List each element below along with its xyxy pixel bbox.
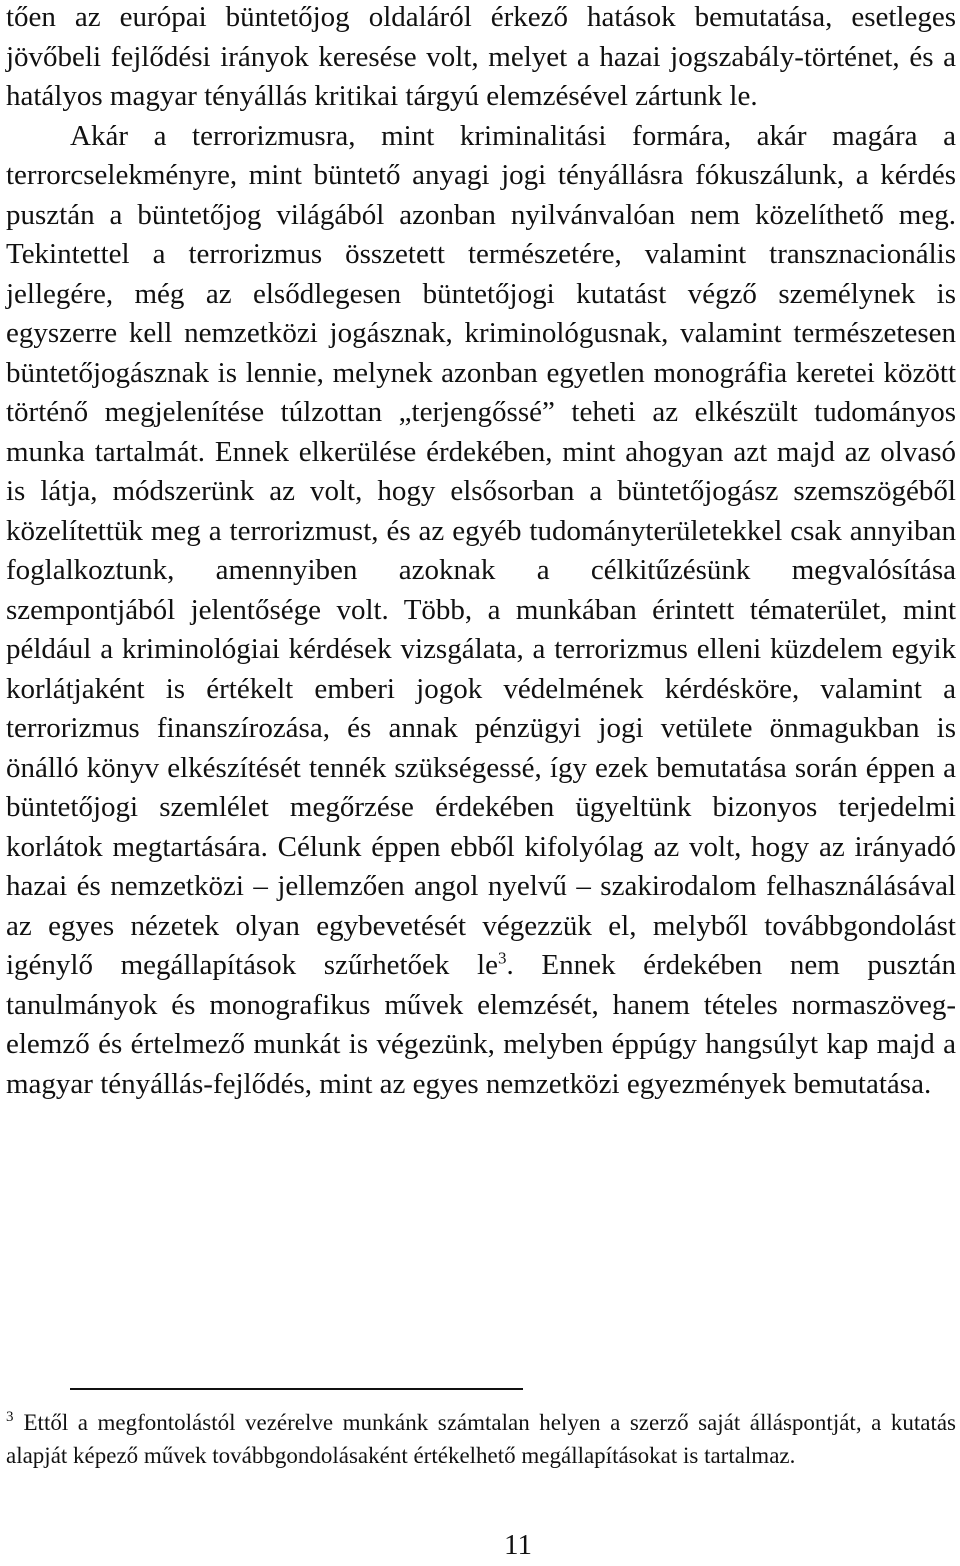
- footnote-text: Ettől a megfontolástól vezérelve munkánk számtalan helyen a szerző saját álláspontját, a kutatás alapját képező művek továbbgondolásaként értékelhető megállapításokat is tartalmaz.: [6, 1410, 956, 1468]
- footnote-reference[interactable]: 3: [497, 948, 507, 968]
- paragraph-1: tően az európai büntetőjog oldaláról érkező hatások bemutatása, esetleges jövőbeli fejlődési irányok keresése volt, melyet a hazai jogszabály-történet, és a hatályos magyar tényállás kritikai tárgyú elemzésével zártunk le.: [6, 1, 956, 112]
- footnote-separator: [70, 1388, 523, 1390]
- paragraph-2: [6, 117, 956, 1105]
- page-number: 11: [504, 1529, 532, 1561]
- footnote: [6, 1406, 956, 1472]
- paragraph-2-text-before-ref: Akár a terrorizmusra, mint kriminalitási formára, akár magára a terrorcselekményre, mint büntető anyagi jogi tényállásra fókuszálunk, a kérdés pusztán a büntetőjog világából azonban nyilvánvalóan nem közelíthető meg. Tekintettel a terrorizmus összetett természetére, valamint transznacionális jellegére, még az elsődlegesen büntetőjogi kutatást végző személynek is egyszerre kell nemzetközi jogásznak, kriminológusnak, valamint természetesen büntetőjogásznak is lennie, melynek azonban egyetlen monográfia keretei között történő megjelenítése túlzottan „terjengőssé” teheti az elkészült tudományos munka tartalmát. Ennek elkerülése érdekében, mint ahogyan azt majd az olvasó is látja, módszerünk az volt, hogy elsősorban a büntetőjogász szemszögéből közelítettük meg a terrorizmust, és az egyéb tudományterületekkel csak annyiban foglalkoztunk, amennyiben azoknak a célkitűzésünk megvalósítása szempontjából jelentősége volt. Több, a munkában érintett tématerület, mint például a kriminológiai kérdések vizsgálata, a terrorizmus elleni küzdelem egyik korlátjaként is értékelt emberi jogok védelmének kérdésköre, valamint a terrorizmus finanszírozása, és annak pénzügyi jogi vetülete önmagukban is önálló könyv elkészítését tennék szükségessé, így ezek bemutatása során éppen a büntetőjogi szemlélet megőrzése érdekében ügyeltünk bizonyos terjedelmi korlátok megtartására. Célunk éppen ebből kifolyólag az volt, hogy az irányadó hazai és nemzetközi – jellemzően angol nyelvű – szakirodalom felhasználásával az egyes nézetek olyan egybevetését végezzük el, melyből továbbgondolást igénylő megállapítások szűrhetőek le: [6, 119, 956, 981]
- paragraph-2-text-after-ref: . Ennek érdekében nem pusztán tanulmányok és monografikus művek elemzését, hanem tételes normaszöveg-elemző és értelmező munkát is végezünk, melyben éppúgy hangsúlyt kap majd a magyar tényállás-fejlődés, mint az egyes nemzetközi egyezmények bemutatása.: [6, 949, 956, 1100]
- body-text: [6, 0, 956, 1104]
- footnote-number: 3: [6, 1409, 14, 1426]
